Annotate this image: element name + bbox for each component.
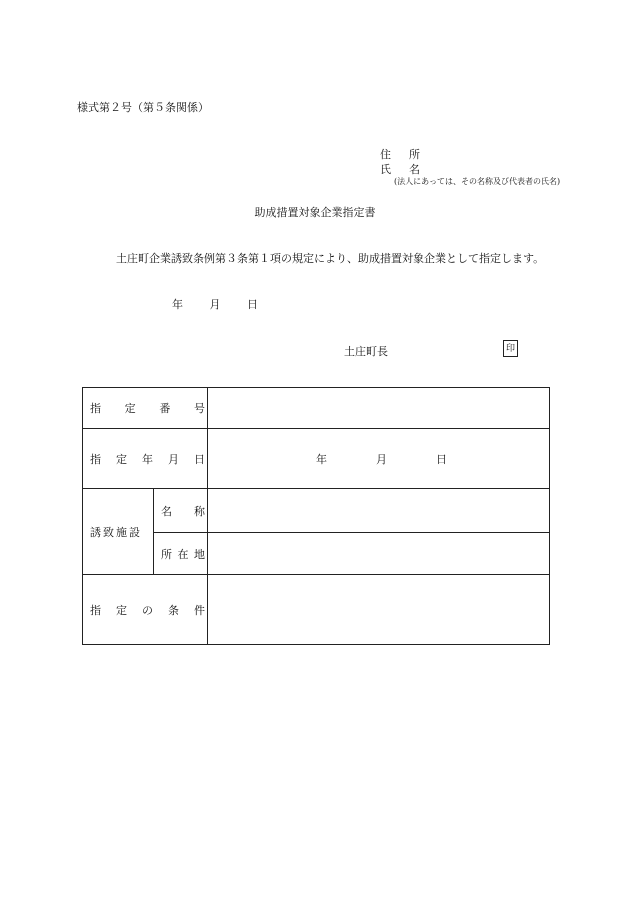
conditions-label — [83, 575, 208, 645]
facility-group-label: 誘致施設 — [83, 489, 154, 575]
label-char: 名 — [161, 504, 172, 518]
label-char: 指 — [90, 603, 101, 617]
document-title: 助成措置対象企業指定書 — [254, 206, 376, 219]
designation-date-label — [83, 429, 208, 489]
label-char: 月 — [168, 452, 179, 466]
issue-date — [172, 296, 258, 312]
table-row — [83, 533, 550, 575]
name-label: 氏名 — [380, 163, 438, 176]
facility-name-label — [154, 489, 208, 533]
designation-date-field[interactable] — [208, 429, 550, 489]
designation-date-year: 年 — [316, 452, 327, 466]
form-number: 様式第２号（第５条関係） — [77, 101, 209, 114]
issue-date-day: 日 — [247, 298, 258, 311]
designation-number-field[interactable] — [208, 388, 550, 429]
corporate-note: (法人にあっては、その名称及び代表者の氏名) — [394, 177, 561, 186]
issue-date-month: 月 — [209, 298, 221, 311]
table-row — [83, 429, 550, 489]
label-char: 称 — [194, 504, 205, 518]
facility-location-label — [154, 533, 208, 575]
label-char: 件 — [194, 603, 205, 617]
table-row — [83, 575, 550, 645]
label-char: 日 — [194, 452, 205, 466]
table-row — [83, 489, 550, 533]
designation-table — [82, 387, 550, 645]
label-char: の — [142, 603, 153, 617]
label-char: 定 — [116, 452, 127, 466]
facility-location-field[interactable] — [208, 533, 550, 575]
seal-label: 印 — [506, 343, 515, 354]
address-label: 住所 — [380, 148, 438, 161]
seal-mark — [503, 340, 518, 357]
label-char: 定 — [124, 402, 136, 415]
label-char: 指 — [90, 402, 101, 415]
facility-name-field[interactable] — [208, 489, 550, 533]
label-char: 号 — [193, 402, 205, 415]
label-char: 番 — [159, 402, 171, 415]
document-body: 土庄町企業誘致条例第３条第１項の規定により、助成措置対象企業として指定します。 — [116, 252, 545, 265]
conditions-field[interactable] — [208, 575, 550, 645]
issue-date-year: 年 — [172, 298, 183, 311]
designation-date-day: 日 — [436, 452, 447, 466]
designation-number-label — [83, 388, 208, 429]
label-char: 所 — [161, 547, 172, 561]
issuer-title: 土庄町長 — [344, 345, 388, 358]
label-char: 年 — [142, 452, 153, 466]
label-char: 在 — [177, 547, 189, 561]
table-row — [83, 388, 550, 429]
label-char: 定 — [116, 603, 127, 617]
label-char: 指 — [90, 452, 101, 466]
label-char: 地 — [194, 547, 205, 561]
label-char: 条 — [168, 603, 179, 617]
designation-date-month: 月 — [376, 452, 387, 466]
